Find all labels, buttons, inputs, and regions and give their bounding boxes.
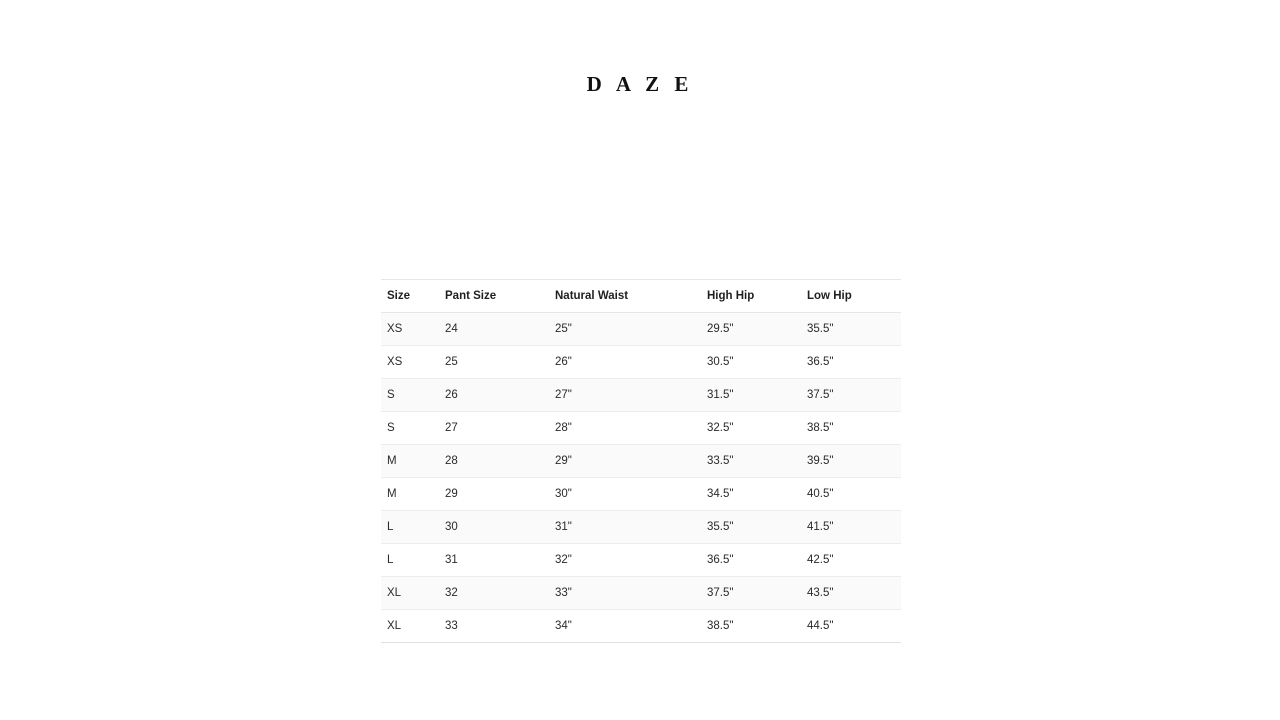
cell-low-hip: 35.5" — [801, 313, 901, 346]
column-header-high-hip: High Hip — [701, 280, 801, 313]
table-row — [381, 511, 901, 544]
cell-low-hip: 37.5" — [801, 379, 901, 412]
table-row — [381, 478, 901, 511]
cell-size: S — [381, 412, 439, 445]
cell-high-hip: 38.5" — [701, 610, 801, 643]
cell-natural-waist: 30" — [549, 478, 701, 511]
cell-size: L — [381, 511, 439, 544]
cell-natural-waist: 26" — [549, 346, 701, 379]
size-chart-header — [381, 280, 901, 313]
size-chart-container — [381, 279, 901, 643]
cell-low-hip: 39.5" — [801, 445, 901, 478]
table-row — [381, 313, 901, 346]
cell-natural-waist: 33" — [549, 577, 701, 610]
cell-natural-waist: 32" — [549, 544, 701, 577]
size-chart-body — [381, 313, 901, 643]
cell-high-hip: 36.5" — [701, 544, 801, 577]
cell-low-hip: 41.5" — [801, 511, 901, 544]
column-header-pant-size: Pant Size — [439, 280, 549, 313]
cell-natural-waist: 28" — [549, 412, 701, 445]
cell-pant-size: 33 — [439, 610, 549, 643]
cell-high-hip: 37.5" — [701, 577, 801, 610]
cell-low-hip: 43.5" — [801, 577, 901, 610]
table-row — [381, 544, 901, 577]
cell-natural-waist: 27" — [549, 379, 701, 412]
table-row — [381, 379, 901, 412]
cell-size: XS — [381, 313, 439, 346]
cell-natural-waist: 34" — [549, 610, 701, 643]
cell-pant-size: 30 — [439, 511, 549, 544]
table-row — [381, 610, 901, 643]
cell-high-hip: 34.5" — [701, 478, 801, 511]
cell-pant-size: 24 — [439, 313, 549, 346]
table-row — [381, 346, 901, 379]
cell-low-hip: 38.5" — [801, 412, 901, 445]
cell-high-hip: 31.5" — [701, 379, 801, 412]
column-header-natural-waist: Natural Waist — [549, 280, 701, 313]
size-chart-table — [381, 279, 901, 643]
cell-size: XL — [381, 610, 439, 643]
cell-size: S — [381, 379, 439, 412]
cell-pant-size: 27 — [439, 412, 549, 445]
brand-wordmark: D A Z E — [586, 72, 694, 96]
column-header-size: Size — [381, 280, 439, 313]
table-row — [381, 577, 901, 610]
cell-high-hip: 30.5" — [701, 346, 801, 379]
cell-low-hip: 40.5" — [801, 478, 901, 511]
cell-pant-size: 32 — [439, 577, 549, 610]
cell-size: M — [381, 445, 439, 478]
cell-pant-size: 25 — [439, 346, 549, 379]
cell-natural-waist: 29" — [549, 445, 701, 478]
cell-low-hip: 36.5" — [801, 346, 901, 379]
cell-natural-waist: 25" — [549, 313, 701, 346]
cell-high-hip: 35.5" — [701, 511, 801, 544]
cell-size: XS — [381, 346, 439, 379]
table-row — [381, 412, 901, 445]
cell-pant-size: 31 — [439, 544, 549, 577]
cell-pant-size: 29 — [439, 478, 549, 511]
column-header-low-hip: Low Hip — [801, 280, 901, 313]
cell-low-hip: 44.5" — [801, 610, 901, 643]
table-row — [381, 445, 901, 478]
cell-pant-size: 28 — [439, 445, 549, 478]
cell-size: M — [381, 478, 439, 511]
cell-natural-waist: 31" — [549, 511, 701, 544]
cell-size: L — [381, 544, 439, 577]
cell-size: XL — [381, 577, 439, 610]
cell-low-hip: 42.5" — [801, 544, 901, 577]
cell-high-hip: 33.5" — [701, 445, 801, 478]
cell-high-hip: 29.5" — [701, 313, 801, 346]
cell-high-hip: 32.5" — [701, 412, 801, 445]
table-header-row — [381, 280, 901, 313]
cell-pant-size: 26 — [439, 379, 549, 412]
